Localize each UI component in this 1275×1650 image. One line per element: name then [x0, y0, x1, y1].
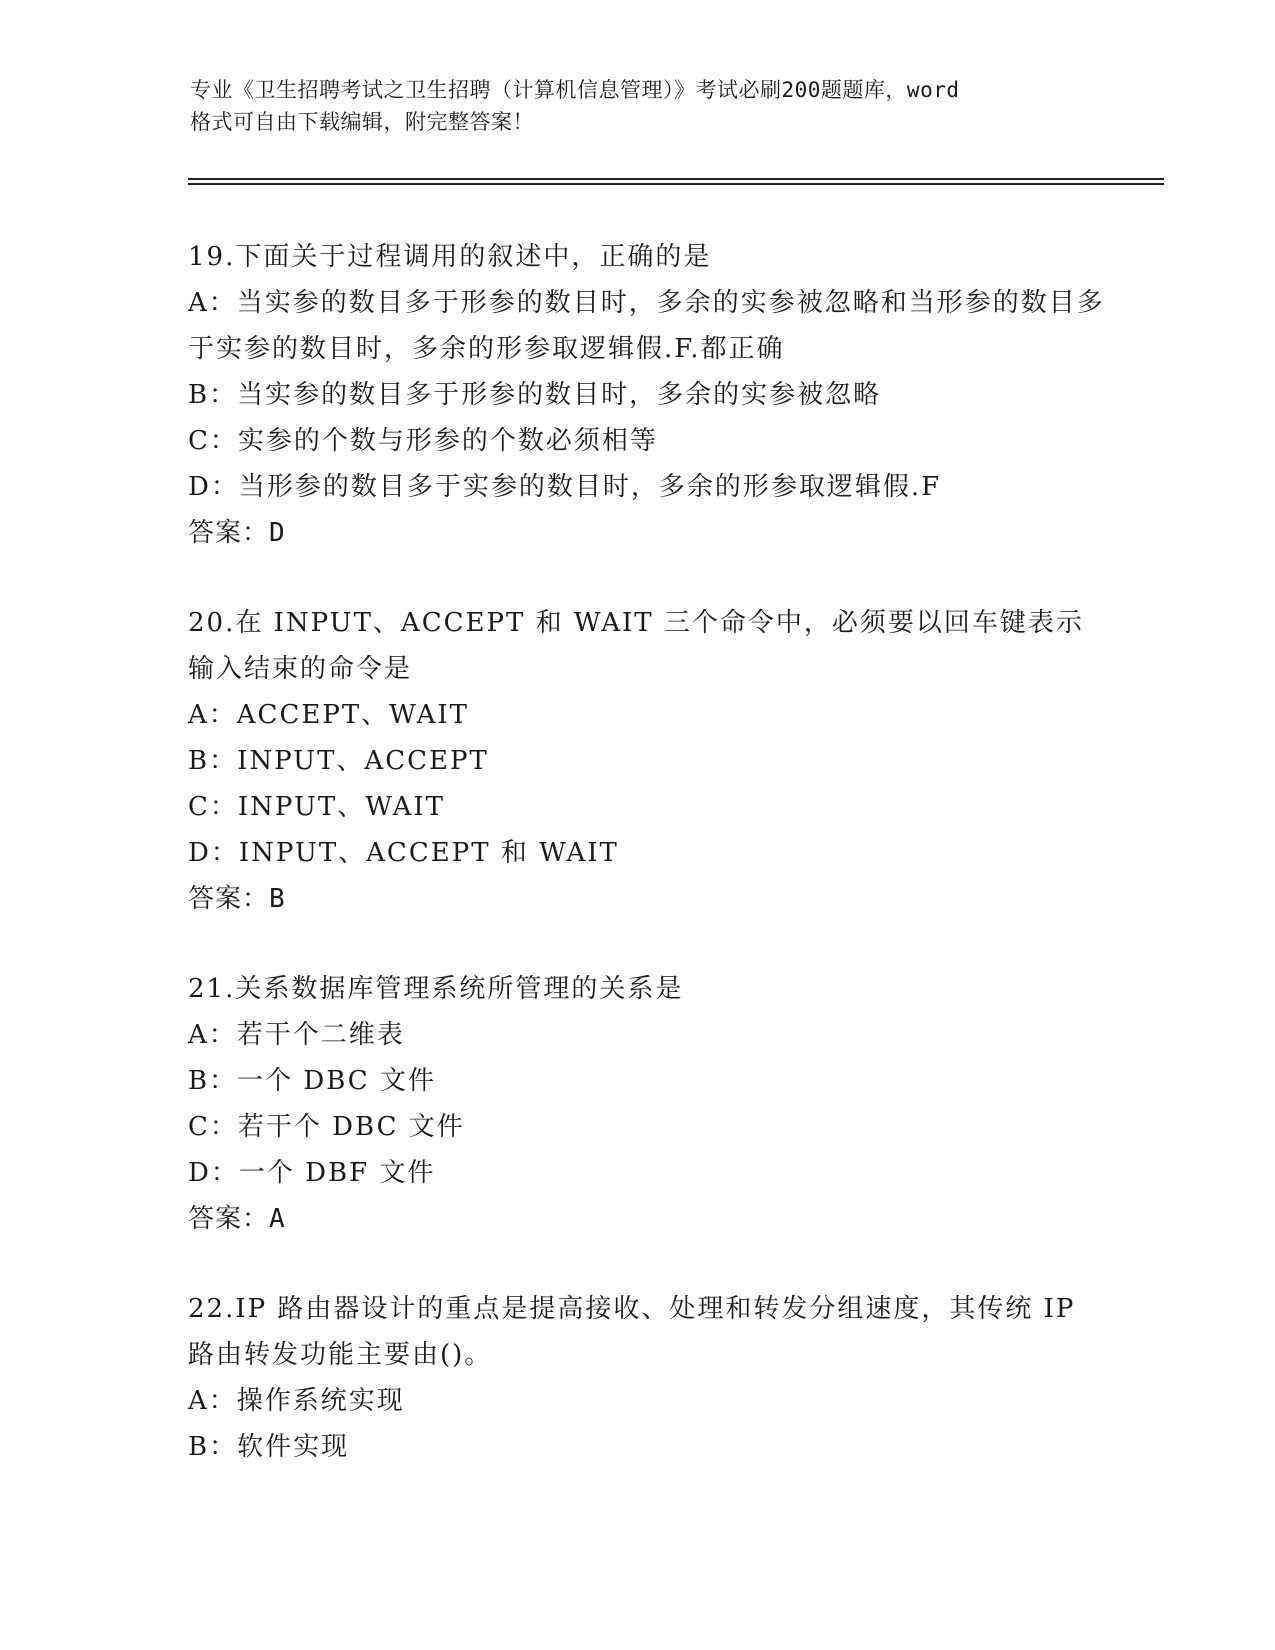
answer-label: 答案：D — [188, 518, 286, 548]
answer-label: 答案：A — [188, 1204, 286, 1234]
question-22 — [188, 1286, 1108, 1470]
question-list — [188, 234, 1108, 1514]
option-b: B：INPUT、ACCEPT — [188, 746, 489, 776]
question-21 — [188, 966, 1108, 1242]
question-19 — [188, 234, 1108, 556]
option-b: B：一个 DBC 文件 — [188, 1066, 436, 1096]
question-stem: 19.下面关于过程调用的叙述中，正确的是 — [188, 242, 712, 272]
answer-label: 答案：B — [188, 884, 286, 914]
option-c: C：实参的个数与形参的个数必须相等 — [188, 426, 658, 456]
option-d: D：当形参的数目多于实参的数目时，多余的形参取逻辑假.F — [188, 472, 942, 502]
option-a: A：当实参的数目多于形参的数目时，多余的实参被忽略和当形参的数目多于实参的数目时，多余的形参取逻辑假.F.都正确 — [188, 288, 1105, 364]
question-20 — [188, 600, 1108, 922]
option-d: D：一个 DBF 文件 — [188, 1158, 436, 1188]
option-c: C：INPUT、WAIT — [188, 792, 446, 822]
option-a: A：操作系统实现 — [188, 1386, 405, 1416]
document-header: 专业《卫生招聘考试之卫生招聘（计算机信息管理）》考试必刷200题题库，word 格式可自由下载编辑，附完整答案！ — [190, 78, 960, 134]
question-stem: 22.IP 路由器设计的重点是提高接收、处理和转发分组速度，其传统 IP 路由转发功能主要由()。 — [188, 1294, 1076, 1370]
header-divider-top — [188, 178, 1164, 180]
option-b: B：软件实现 — [188, 1432, 350, 1462]
option-a: A：ACCEPT、WAIT — [188, 700, 469, 730]
option-d: D：INPUT、ACCEPT 和 WAIT — [188, 838, 619, 868]
question-stem: 20.在 INPUT、ACCEPT 和 WAIT 三个命令中，必须要以回车键表示输入结束的命令是 — [188, 608, 1084, 684]
option-a: A：若干个二维表 — [188, 1020, 405, 1050]
header-divider-bottom — [188, 183, 1164, 185]
option-c: C：若干个 DBC 文件 — [188, 1112, 465, 1142]
option-b: B：当实参的数目多于形参的数目时，多余的实参被忽略 — [188, 380, 882, 410]
question-stem: 21.关系数据库管理系统所管理的关系是 — [188, 974, 684, 1004]
